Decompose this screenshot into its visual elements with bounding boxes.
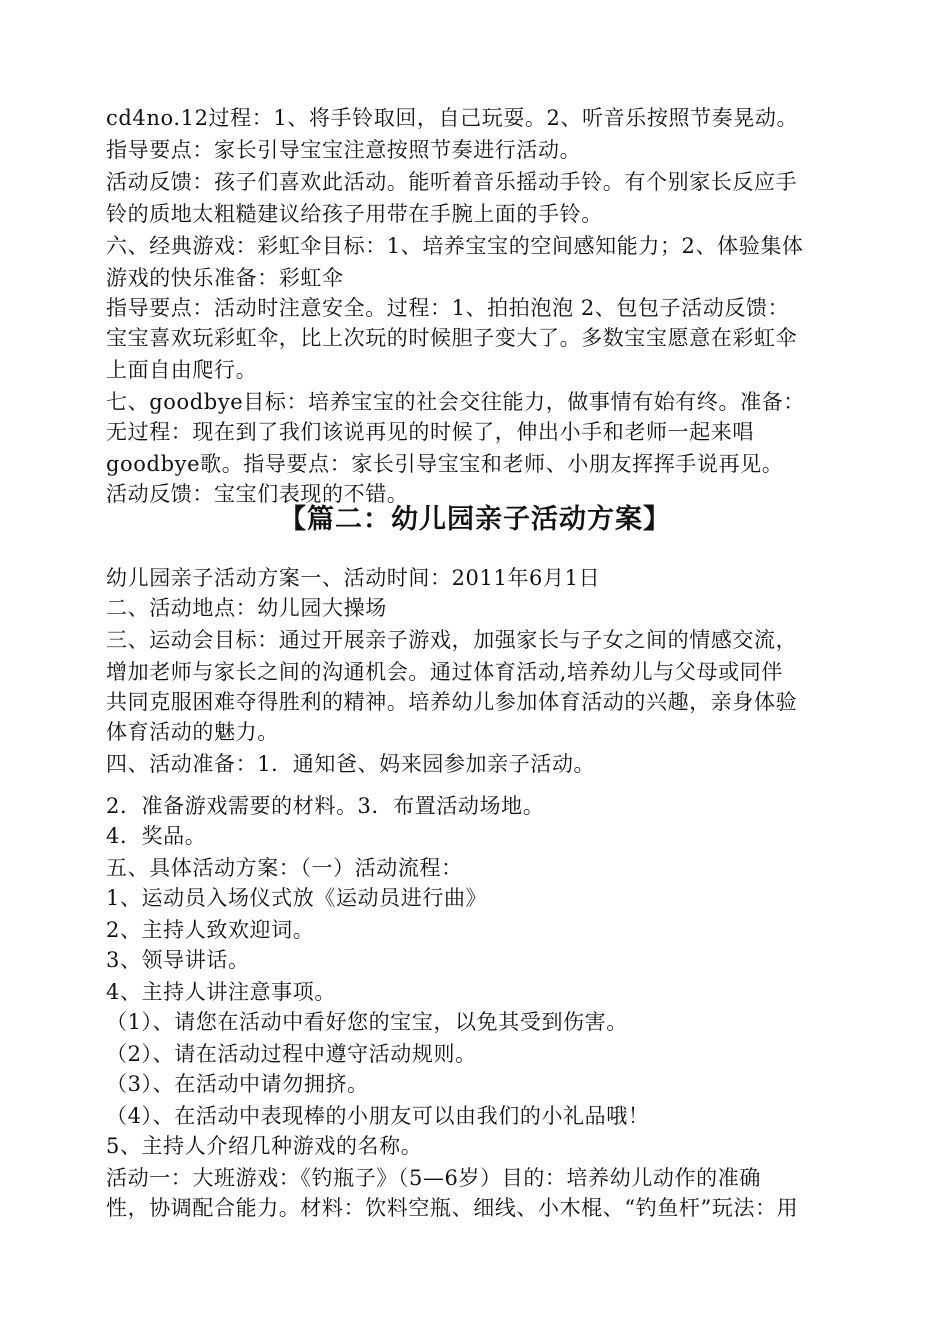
paragraph-line: 无过程：现在到了我们该说再见的时候了，伸出小手和老师一起来唱 [106,420,754,444]
paragraph-line: 七、goodbye目标：培养宝宝的社会交往能力，做事情有始有终。准备： [106,390,805,414]
paragraph-line: 共同克服困难夺得胜利的精神。培养幼儿参加体育活动的兴趣，亲身体验 [106,690,798,714]
paragraph-line: 上面自由爬行。 [106,358,258,382]
paragraph-line: （3）、在活动中请勿拥挤。 [106,1072,369,1096]
paragraph-line: （1）、请您在活动中看好您的宝宝，以免其受到伤害。 [106,1010,628,1034]
paragraph-line: 4、主持人讲注意事项。 [106,980,336,1004]
paragraph-line: 2、主持人致欢迎词。 [106,918,315,942]
paragraph-line: 宝宝喜欢玩彩虹伞，比上次玩的时候胆子变大了。多数宝宝愿意在彩虹伞 [106,326,798,350]
section-heading: 【篇二：幼儿园亲子活动方案】 [279,504,671,535]
paragraph-line: 指导要点：活动时注意安全。过程：1、拍拍泡泡 2、包包子活动反馈： [106,296,790,320]
paragraph-line: 五、具体活动方案：（一）活动流程： [106,856,463,880]
paragraph-line: 二、活动地点：幼儿园大操场 [106,596,387,620]
paragraph-line: 4．奖品。 [106,824,207,848]
paragraph-line: 2．准备游戏需要的材料。3．布置活动场地。 [106,794,545,818]
paragraph-line: 5、主持人介绍几种游戏的名称。 [106,1134,423,1158]
paragraph-line: 体育活动的魅力。 [106,720,279,744]
paragraph-line: （4）、在活动中表现棒的小朋友可以由我们的小礼品哦！ [106,1104,650,1128]
paragraph-line: 活动一：大班游戏：《钓瓶子》（5—6岁）目的：培养幼儿动作的准确 [106,1166,761,1190]
paragraph-line: 游戏的快乐准备：彩虹伞 [106,266,344,290]
paragraph-line: goodbye歌。指导要点：家长引导宝宝和老师、小朋友挥挥手说再见。 [106,452,784,476]
paragraph-line: 三、运动会目标：通过开展亲子游戏，加强家长与子女之间的情感交流， [106,628,798,652]
paragraph-line: 活动反馈：宝宝们表现的不错。 [106,482,409,506]
paragraph-line: 活动反馈：孩子们喜欢此活动。能听着音乐摇动手铃。有个别家长反应手 [106,170,798,194]
paragraph-line: 六、经典游戏：彩虹伞目标：1、培养宝宝的空间感知能力；2、体验集体 [106,234,804,258]
paragraph-line: 性，协调配合能力。材料：饮料空瓶、细线、小木棍、“钓鱼杆”玩法：用 [106,1196,799,1220]
paragraph-line: （2）、请在活动过程中遵守活动规则。 [106,1042,477,1066]
paragraph-line: 铃的质地太粗糙建议给孩子用带在手腕上面的手铃。 [106,202,603,226]
paragraph-line: 3、领导讲话。 [106,948,250,972]
paragraph-line: 四、活动准备：1．通知爸、妈来园参加亲子活动。 [106,752,596,776]
paragraph-line: cd4no.12过程：1、将手铃取回，自己玩耍。2、听音乐按照节奏晃动。 [106,106,799,130]
paragraph-line: 增加老师与家长之间的沟通机会。通过体育活动,培养幼儿与父母或同伴 [106,660,783,684]
paragraph-line: 幼儿园亲子活动方案一、活动时间：2011年6月1日 [106,566,601,590]
paragraph-line: 1、运动员入场仪式放《运动员进行曲》 [106,886,488,910]
paragraph-line: 指导要点：家长引导宝宝注意按照节奏进行活动。 [106,138,582,162]
